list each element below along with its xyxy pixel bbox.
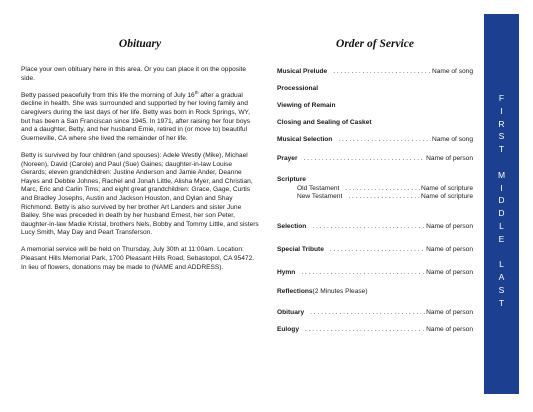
service-sublabel: Old Testament <box>297 184 340 192</box>
date-suffix: th <box>194 89 199 95</box>
service-row <box>277 246 473 255</box>
service-item <box>277 246 473 255</box>
obituary-text: Betty passed peacefully from this life the morning of July 16 <box>21 91 195 99</box>
service-row <box>277 68 473 77</box>
band-letter: S <box>498 131 505 142</box>
order-of-service-column <box>277 38 473 335</box>
obituary-paragraph <box>21 89 259 144</box>
service-value: Name of person <box>426 223 473 231</box>
service-item <box>277 288 473 297</box>
service-item <box>277 309 473 318</box>
service-label: Processional <box>277 84 319 92</box>
band-letter: I <box>500 105 503 116</box>
dot-leader <box>333 68 431 77</box>
dot-leader <box>345 185 420 194</box>
service-value: Name of person <box>426 309 473 317</box>
obituary-title: Obituary <box>118 38 162 50</box>
service-label: Scripture <box>277 175 306 183</box>
dot-leader <box>310 309 425 318</box>
obituary-paragraph: Betty is survived by four children (and spouses): Adele Westly (Mike), Michael (Noreen), David (Carole) and Paul (Sue) Gaines; daughter-in-law Louise Gerards; eleven grandchildren: Justine Anderson and Jamie Ander, Deanne Hayes and Debbie Johnes, Rachel and Jonah Little, Alisha Myer, and Christian, Marc, Eric and Carlin Tims; and eight great grandchildren: Grace, Gage, Curtis and Bradley Josephs, Austin and Jackson Houston, and Dylan and Shay Richmond. Betty is also survived by her brother Art Landers and sister June Bailey. She was preceded in death by her husband Ernest, her son Peter, daughter-in-law Madie Kristal, brothers Nels, Bobby and Tommy Little, and sisters Lucy Smith, May Day and Peart Transferson. <box>21 151 259 237</box>
dot-leader <box>348 193 420 202</box>
order-of-service-title: Order of Service <box>336 38 414 50</box>
service-row <box>277 269 473 278</box>
band-letter: L <box>499 220 504 231</box>
service-subrow <box>277 193 473 202</box>
service-label: Viewing of Remain <box>277 101 336 109</box>
band-letter: M <box>497 169 506 180</box>
band-letter: S <box>498 284 505 295</box>
service-item <box>277 223 473 232</box>
service-sublabel: New Testament <box>297 193 343 201</box>
service-label: Hymn <box>277 269 296 277</box>
service-row <box>277 309 473 318</box>
service-subvalue: Name of scripture <box>420 184 473 192</box>
service-subvalue: Name of scripture <box>420 193 473 201</box>
service-row <box>277 136 473 145</box>
service-label: Closing and Sealing of Casket <box>277 118 372 126</box>
band-letter: I <box>500 182 503 193</box>
service-label: Reflections <box>277 288 313 296</box>
dot-leader <box>338 136 431 145</box>
service-value: Name of song <box>431 68 473 75</box>
service-row <box>277 119 473 128</box>
name-side-band <box>484 14 519 394</box>
service-value: Name of person <box>426 326 473 333</box>
service-value: Name of person <box>426 246 473 254</box>
service-row <box>277 176 473 185</box>
band-letter: E <box>498 233 505 244</box>
band-letter: T <box>498 144 505 155</box>
service-item <box>277 119 473 128</box>
service-row <box>277 155 473 164</box>
service-label: Musical Prelude <box>277 68 328 75</box>
service-label: Obituary <box>277 309 305 317</box>
service-item <box>277 155 473 164</box>
service-subrow <box>277 185 473 194</box>
service-row <box>277 102 473 111</box>
service-item <box>277 326 473 335</box>
service-label: Special Tribute <box>277 246 324 254</box>
dot-leader <box>305 326 425 335</box>
obituary-text: after a gradual decline in health. She was surrounded and supported by her loving family and caregivers during the last days of her life. Betty was born in Rock Springs, WY, but has been a San Franciscan since 1945. In 1971, after raising her four boys and a daughter, Betty, and her husband Ernie, retired in (or move to) beautiful Guerneville, CA where she lived the remainder of her life. <box>21 91 251 142</box>
obituary-paragraph: A memorial service will be held on Thursday, July 30th at 11:00am. Location: Pleasant Hills Memorial Park, 1700 Pleasant Hills Road, Sebastopol, CA 95472. In lieu of flowers, donations may be made to (NAME and ADDRESS). <box>21 246 255 271</box>
service-row <box>277 326 473 335</box>
service-value: Name of person <box>426 154 473 162</box>
dot-leader <box>312 223 425 232</box>
service-list <box>277 68 473 335</box>
band-letter: D <box>498 195 505 206</box>
service-row <box>277 288 473 297</box>
obituary-paragraph: Place your own obituary here in this area. Or you can place it on the opposite side. <box>21 66 247 82</box>
service-label: Eulogy <box>277 326 299 333</box>
band-letter: L <box>499 259 504 270</box>
service-label: Selection <box>277 223 307 231</box>
service-note: (2 Minutes Please) <box>312 288 368 296</box>
band-letter: A <box>498 272 505 283</box>
service-item <box>277 68 473 77</box>
service-value: Name of person <box>426 269 473 277</box>
band-letter: T <box>498 297 505 308</box>
service-item <box>277 85 473 94</box>
dot-leader <box>304 155 426 164</box>
band-letter: F <box>498 93 505 103</box>
dot-leader <box>301 269 425 278</box>
service-item <box>277 136 473 145</box>
service-row <box>277 85 473 94</box>
service-item <box>277 176 473 202</box>
service-row <box>277 223 473 232</box>
service-item <box>277 102 473 111</box>
service-value: Name of song <box>431 135 473 143</box>
service-label: Prayer <box>277 154 298 162</box>
dot-leader <box>330 246 425 255</box>
service-label: Musical Selection <box>277 135 333 143</box>
band-letter: R <box>498 118 505 129</box>
service-item <box>277 269 473 278</box>
obituary-column <box>21 38 259 281</box>
band-letter: D <box>498 208 505 219</box>
